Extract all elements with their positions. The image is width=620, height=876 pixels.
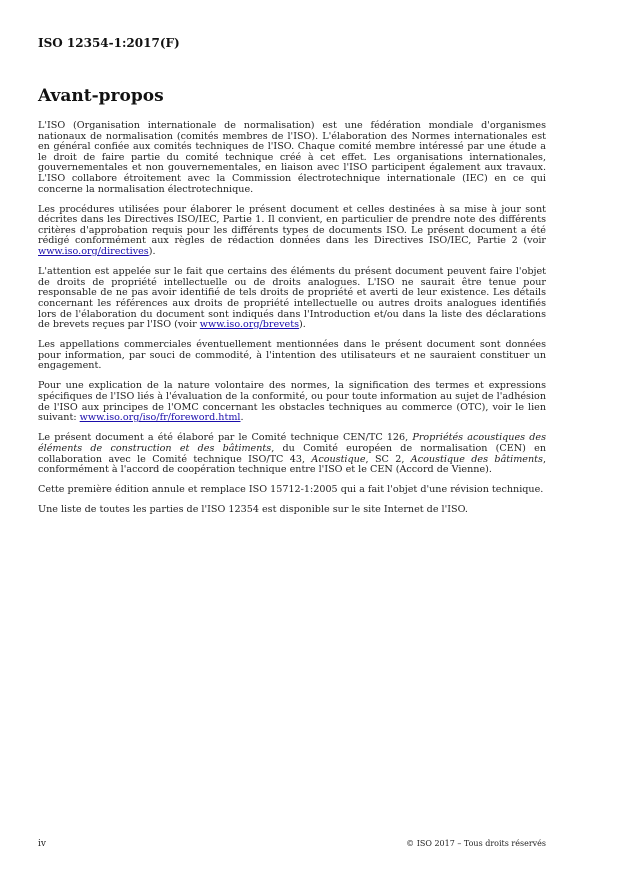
foreword-link[interactable]: www.iso.org/iso/fr/foreword.html [79, 412, 241, 424]
text-segment: , conformément à l'accord de coopération technique entre l'ISO et le CEN (Accord de Vienne). [38, 453, 547, 476]
paragraph-end: ). [299, 319, 306, 331]
paragraph-iso-overview: L'ISO (Organisation internationale de normalisation) est une fédération mondiale d'organismes nationaux de normalisation (comités membres de l'ISO). L'élaboration des Normes internationales est en général confiée aux comités techniques de l'ISO. Chaque comité membre intéressé par une étude a le droit de faire partie du comité technique créé à cet effet. Les organisations internationales, gouvernementales et non gouvernementales, en liaison avec l'ISO participent également aux travaux. L'ISO collabore étroitement avec la Commission électrotechnique internationale (IEC) en ce qui concerne la normalisation électrotechnique. [38, 120, 546, 195]
committee-title: Propriétés acoustiques des éléments de construction et des bâtiments [38, 432, 546, 454]
committee-title: Acoustique [311, 453, 366, 465]
paragraph-text: Pour une explication de la nature volontaire des normes, la signification des termes et expressions spécifiques de l'ISO liés à l'évaluation de la conformité, ou pour toute information au sujet de l'adhésion de l'ISO aux principes de l'OMC concernant les obstacles techniques au commerce (OTC), voir le lien suivant: [38, 380, 547, 424]
text-segment: Le présent document a été élaboré par le Comité technique CEN/TC 126, [38, 432, 413, 444]
paragraph-trade-names: Les appellations commerciales éventuellement mentionnées dans le présent document sont données pour information, par souci de commodité, à l'intention des utilisateurs et ne sauraient constituer un engagement. [38, 339, 546, 372]
text-segment: , du Comité européen de normalisation (CEN) en collaboration avec le Comité technique ISO/TC 43, [38, 442, 546, 465]
paragraph-text: Les procédures utilisées pour élaborer le présent document et celles destinées à sa mise à jour sont décrites dans les Directives ISO/IEC, Partie 1. Il convient, en particulier de prendre note des différents critères d'approbation requis pour les différents types de documents ISO. Le présent document a été rédigé conformément aux règles de rédaction données dans les Directives ISO/IEC, Partie 2 (voir [38, 203, 546, 247]
paragraph-parts-list: Une liste de toutes les parties de l'ISO 12354 est disponible sur le site Internet de l'ISO. [38, 504, 468, 516]
subcommittee-title: Acoustique des bâtiments [410, 453, 543, 465]
text-segment: , SC 2, [365, 453, 411, 465]
directives-link[interactable]: www.iso.org/directives [38, 246, 149, 258]
paragraph-text: L'attention est appelée sur le fait que certains des éléments du présent document peuvent faire l'objet de droits de propriété intellectuelle ou de droits analogues. L'ISO ne saurait être tenue pour responsable de ne pas avoir identifié de tels droits de propriété et averti de leur existence. Les détails concernant les références aux droits de propriété intellectuelle ou autres droits analogues identifiés lors de l'élaboration du document sont indiqués dans l'Introduction et/ou dans la liste des déclarations de brevets reçues par l'ISO (voir [38, 266, 546, 331]
page-title: Avant-propos [38, 86, 164, 106]
paragraph-end: ). [148, 246, 156, 258]
paragraph-end: . [240, 412, 244, 424]
foreword-body [38, 121, 546, 525]
paragraph-edition: Cette première édition annule et remplace ISO 15712-1:2005 qui a fait l'objet d'une révision technique. [38, 484, 544, 496]
page-number: iv [38, 839, 46, 849]
paragraph-procedures [38, 205, 546, 258]
paragraph-committee [38, 433, 546, 475]
copyright-notice: © ISO 2017 – Tous droits réservés [406, 839, 546, 848]
paragraph-patents [38, 267, 546, 331]
patents-link[interactable]: www.iso.org/brevets [199, 319, 300, 331]
paragraph-voluntary-nature [38, 381, 546, 423]
document-identifier: ISO 12354-1:2017(F) [38, 36, 180, 50]
